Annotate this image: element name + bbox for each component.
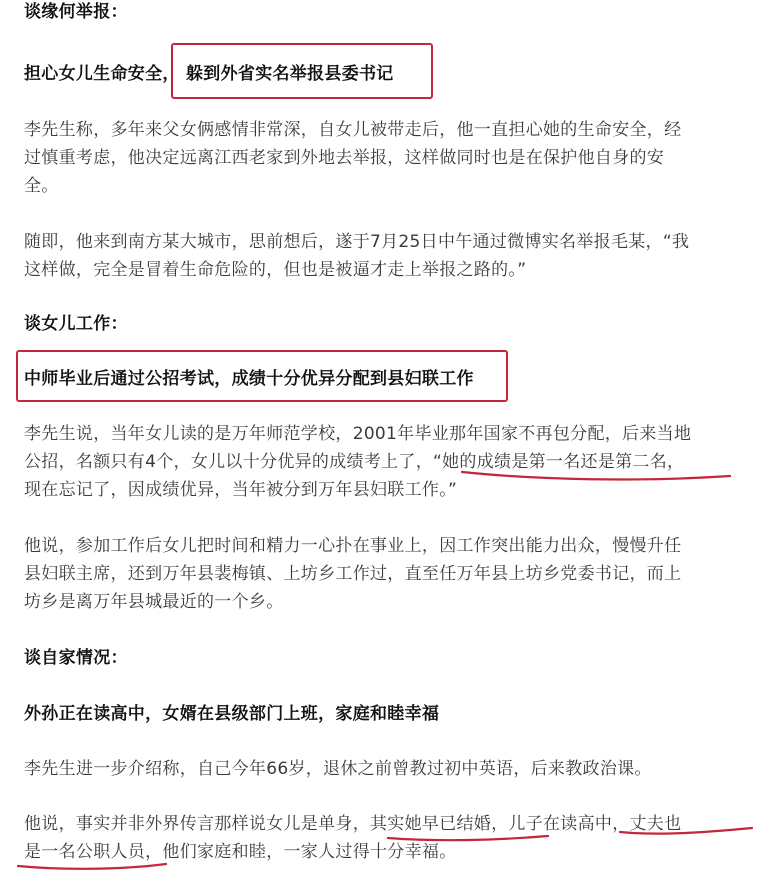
- paragraph-line: 这样做，完全是冒着生命危险的，但也是被逼才走上举报之路的。”: [24, 260, 527, 280]
- paragraph-line: 坊乡是离万年县城最近的一个乡。: [24, 592, 284, 612]
- paragraph-line: 全。: [24, 176, 59, 196]
- underline-mark: [18, 864, 166, 869]
- paragraph-line: 李先生进一步介绍称，自己今年66岁，退休之前曾教过初中英语，后来教政治课。: [24, 759, 652, 779]
- paragraph-line: 是一名公职人员，他们家庭和睦，一家人过得十分幸福。: [24, 842, 457, 862]
- paragraph-line: 他说，事实并非外界传言那样说女儿是单身，其实她早已结婚，儿子在读高中，丈夫也: [24, 814, 682, 834]
- paragraph-line: 他说，参加工作后女儿把时间和精力一心扑在事业上，因工作突出能力出众，慢慢升任: [24, 536, 682, 556]
- paragraph-line: 过慎重考虑，他决定远离江西老家到外地去举报，这样做同时也是在保护他自身的安: [24, 148, 665, 168]
- paragraph-line: 县妇联主席，还到万年县裴梅镇、上坊乡工作过，直至任万年县上坊乡党委书记，而上: [24, 564, 682, 584]
- section-heading: 谈女儿工作：: [24, 314, 128, 334]
- paragraph-line: 李先生称，多年来父女俩感情非常深，自女儿被带走后，他一直担心她的生命安全，经: [24, 120, 682, 140]
- highlight-plain-text: 外孙正在读高中，女婿在县级部门上班，家庭和睦幸福: [24, 704, 440, 724]
- section-heading: 谈自家情况：: [24, 648, 128, 668]
- highlight-prefix: 担心女儿生命安全，: [24, 64, 180, 84]
- highlight-boxed-text: 躲到外省实名举报县委书记: [186, 64, 394, 84]
- paragraph-line: 现在忘记了，因成绩优异，当年被分到万年县妇联工作。”: [24, 480, 458, 500]
- paragraph-line: 公招，名额只有4个，女儿以十分优异的成绩考上了，“她的成绩是第一名还是第二名，: [24, 452, 685, 472]
- paragraph-line: 李先生说，当年女儿读的是万年师范学校，2001年毕业那年国家不再包分配，后来当地: [24, 424, 692, 444]
- underline-mark: [462, 472, 730, 479]
- paragraph-line: 随即，他来到南方某大城市，思前想后，遂于7月25日中午通过微博实名举报毛某，“我: [24, 232, 690, 252]
- highlight-boxed-text: 中师毕业后通过公招考试，成绩十分优异分配到县妇联工作: [24, 369, 474, 389]
- section-heading: 谈缘何举报：: [24, 2, 128, 22]
- underline-mark: [388, 836, 548, 840]
